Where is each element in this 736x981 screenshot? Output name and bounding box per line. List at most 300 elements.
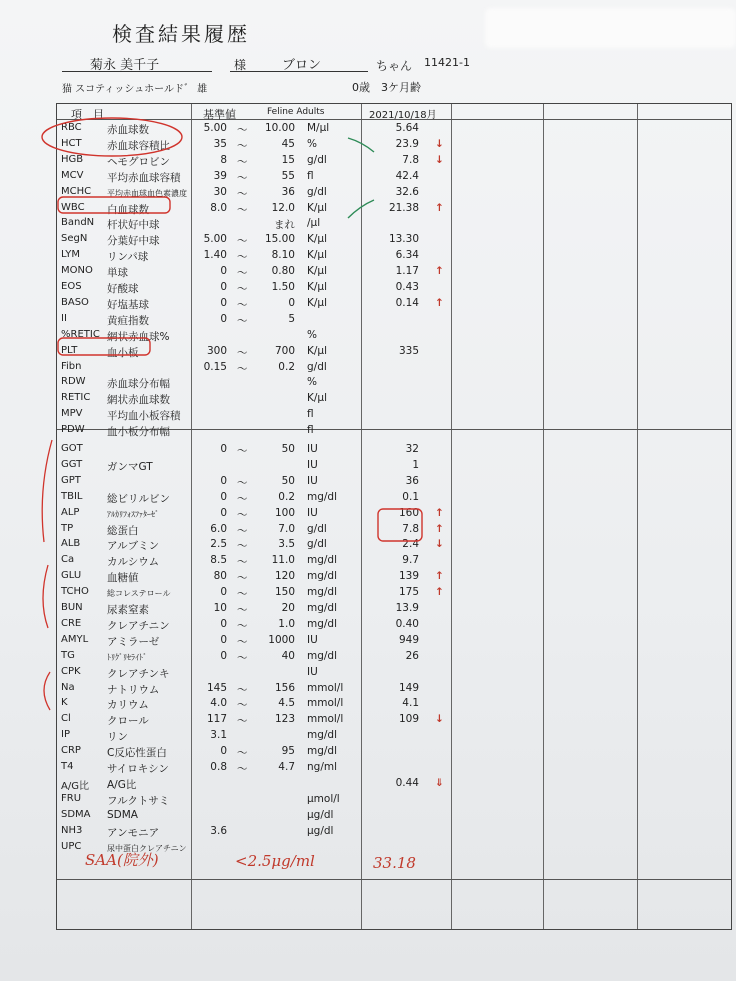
cell-tilde: 〜 xyxy=(237,187,248,200)
cell-name: 総蛋白 xyxy=(107,524,139,537)
cell-unit: IU xyxy=(307,506,318,519)
cell-name: A/G比 xyxy=(107,778,137,791)
cell-unit: M/μl xyxy=(307,122,330,134)
cell-unit: μg/dl xyxy=(307,808,334,821)
pet-name: ブロン xyxy=(282,58,322,73)
cell-unit: % xyxy=(307,328,317,341)
cell-min: 3.1 xyxy=(210,729,227,742)
cell-name: ガンマGT xyxy=(107,460,153,473)
cell-value: 9.7 xyxy=(402,554,419,567)
cell-tilde: 〜 xyxy=(237,508,248,521)
cell-name: 分葉好中球 xyxy=(107,235,160,248)
cell-max: 4.5 xyxy=(278,697,295,710)
cell-name: アルブミン xyxy=(107,540,160,553)
cell-name: ナトリウム xyxy=(107,683,160,696)
cell-max: 3.5 xyxy=(278,538,295,551)
cell-value: 0.14 xyxy=(395,296,419,309)
cell-tilde: 〜 xyxy=(237,139,248,152)
cell-min: 145 xyxy=(206,681,227,694)
table-row xyxy=(57,537,733,553)
cell-min: 0 xyxy=(220,490,227,503)
cell-code: %RETIC xyxy=(61,328,100,340)
handwritten-saa-value: 33.18 xyxy=(373,854,416,872)
cell-name: リンパ球 xyxy=(107,251,149,264)
bracket-mark-renal xyxy=(43,565,48,628)
cell-code: LYM xyxy=(61,249,80,261)
cell-tilde: 〜 xyxy=(237,251,248,264)
cell-name: C反応性蛋白 xyxy=(107,747,167,760)
cell-code: HGB xyxy=(61,153,84,165)
cell-tilde: 〜 xyxy=(237,124,248,136)
cell-code: SDMA xyxy=(61,808,91,820)
cell-name: カルシウム xyxy=(107,556,160,569)
cell-code: GGT xyxy=(61,458,83,470)
table-row xyxy=(57,824,733,840)
cell-max: 0.2 xyxy=(278,360,295,373)
cell-min: 3.6 xyxy=(210,824,227,837)
cell-name: 好塩基球 xyxy=(107,298,149,311)
cell-tilde: 〜 xyxy=(237,651,248,664)
cell-min: 8.0 xyxy=(210,201,227,214)
cell-name: 尿中蛋白クレアチニン xyxy=(107,843,187,853)
cell-name: 総コレステロール xyxy=(107,589,171,599)
cell-unit: IU xyxy=(307,458,318,471)
cell-unit: fl xyxy=(307,408,314,421)
cell-tilde: 〜 xyxy=(237,683,248,696)
cell-code: WBC xyxy=(61,201,85,213)
page-title: 検査結果履歴 xyxy=(112,22,250,46)
cell-value: 0.40 xyxy=(395,617,419,630)
cell-max: まれ xyxy=(274,219,295,232)
cell-code: UPC xyxy=(61,840,82,852)
cell-name: 白血球数 xyxy=(107,203,149,216)
cell-max: 4.7 xyxy=(278,761,295,773)
table-row xyxy=(57,344,733,360)
cell-max: 100 xyxy=(274,506,295,519)
cell-unit: g/dl xyxy=(307,522,327,535)
table-row xyxy=(57,312,733,328)
table-row xyxy=(57,216,733,232)
cell-tilde: 〜 xyxy=(237,540,248,553)
cell-min: 2.5 xyxy=(210,538,227,551)
patient-id: 11421-1 xyxy=(424,56,470,69)
cell-max: 50 xyxy=(281,443,295,455)
cell-max: 8.10 xyxy=(271,249,295,262)
cell-code: BandN xyxy=(61,217,95,229)
cell-max: 36 xyxy=(281,185,295,198)
cell-name: アンモニア xyxy=(107,826,160,839)
owner-underline xyxy=(62,71,212,72)
cell-tilde: 〜 xyxy=(237,524,248,537)
table-row xyxy=(57,553,733,569)
cell-unit: mg/dl xyxy=(307,570,338,583)
cell-value: 21.38 xyxy=(388,201,419,214)
cell-name: リン xyxy=(107,731,128,744)
cell-value: 13.9 xyxy=(395,602,419,614)
cell-unit: g/dl xyxy=(307,538,327,551)
cell-min: 30 xyxy=(213,185,227,198)
table-row xyxy=(57,792,733,808)
cell-value: 109 xyxy=(398,713,419,726)
cell-unit: mg/dl xyxy=(307,649,338,662)
cell-flag: ↑ xyxy=(435,201,444,214)
table-row xyxy=(57,776,733,792)
cell-min: 4.0 xyxy=(210,697,227,710)
table-row xyxy=(57,744,733,760)
cell-unit: K/μl xyxy=(307,249,328,262)
table-row xyxy=(57,375,733,391)
cell-value: 160 xyxy=(398,506,419,519)
cell-unit: K/μl xyxy=(307,201,328,214)
cell-code: TG xyxy=(61,649,75,661)
cell-code: CRE xyxy=(61,617,82,629)
cell-max: 700 xyxy=(274,344,295,357)
header-date: 2021/10/18月 xyxy=(369,110,437,121)
table-row xyxy=(57,248,733,264)
cell-min: 5.00 xyxy=(203,233,227,246)
cell-min: 0 xyxy=(220,506,227,519)
cell-min: 5.00 xyxy=(203,122,227,134)
table-row xyxy=(57,522,733,538)
cell-value: 6.34 xyxy=(395,249,419,262)
table-row xyxy=(57,696,733,712)
header-reference-sub: Feline Adults xyxy=(267,107,325,117)
cell-unit: K/μl xyxy=(307,233,328,246)
cell-min: 117 xyxy=(206,713,227,726)
cell-max: 0.2 xyxy=(278,490,295,503)
cell-unit: % xyxy=(307,376,317,389)
cell-max: 15.00 xyxy=(264,233,295,246)
cell-code: SegN xyxy=(61,233,88,245)
cell-code: FRU xyxy=(61,792,82,804)
cell-tilde: 〜 xyxy=(237,604,248,616)
cell-code: ALP xyxy=(61,506,80,518)
cell-flag: ↑ xyxy=(435,506,444,519)
cell-value: 36 xyxy=(405,474,419,487)
cell-name: ｱﾙｶﾘﾌｫｽﾌｧﾀｰｾﾞ xyxy=(107,509,159,519)
cell-tilde: 〜 xyxy=(237,283,248,295)
cell-code: ALB xyxy=(61,538,81,550)
cell-code: CPK xyxy=(61,665,81,677)
bracket-mark-electrolytes xyxy=(44,672,50,710)
cell-value: 23.9 xyxy=(395,137,419,150)
cell-max: 95 xyxy=(281,745,295,758)
cell-value: 1 xyxy=(412,458,419,471)
cell-name: 単球 xyxy=(107,267,128,280)
cell-max: 1.50 xyxy=(271,281,295,293)
cell-unit: g/dl xyxy=(307,360,327,373)
cell-name: 赤血球数 xyxy=(107,124,149,136)
cell-unit: mg/dl xyxy=(307,745,338,758)
cell-tilde: 〜 xyxy=(237,314,248,327)
cell-unit: mg/dl xyxy=(307,586,338,599)
cell-name: ﾄﾘｸﾞﾘｾﾗｲﾄﾞ xyxy=(107,652,147,662)
cell-code: AMYL xyxy=(61,633,89,645)
blurred-label xyxy=(485,8,736,48)
cell-flag: ⇓ xyxy=(435,776,444,789)
table-row xyxy=(57,264,733,280)
cell-name: 総ビリルビン xyxy=(107,492,170,505)
table-row xyxy=(57,585,733,601)
cell-max: 20 xyxy=(281,602,295,614)
table-row xyxy=(57,681,733,697)
cell-value: 13.30 xyxy=(388,233,419,246)
cell-max: 156 xyxy=(274,681,295,694)
cell-name: 血小板 xyxy=(107,346,139,359)
cell-unit: ng/ml xyxy=(307,761,338,773)
cell-value: 1.17 xyxy=(395,265,419,278)
cell-code: II xyxy=(61,312,67,324)
cell-code: PDW xyxy=(61,424,85,436)
cell-min: 80 xyxy=(213,570,227,583)
cell-unit: % xyxy=(307,137,317,150)
cell-code: MCV xyxy=(61,169,84,181)
cell-max: 15 xyxy=(281,153,295,166)
cell-name: 平均赤血球容積 xyxy=(107,171,181,184)
cell-name: 血小板分布幅 xyxy=(107,426,170,439)
cell-name: 好酸球 xyxy=(107,283,139,295)
cell-min: 1.40 xyxy=(203,249,227,262)
cell-max: 7.0 xyxy=(278,522,295,535)
table-row xyxy=(57,633,733,649)
cell-unit: K/μl xyxy=(307,281,328,293)
cell-tilde: 〜 xyxy=(237,476,248,489)
table-row xyxy=(57,712,733,728)
cell-max: 1000 xyxy=(268,633,295,646)
cell-flag: ↑ xyxy=(435,522,444,535)
cell-min: 6.0 xyxy=(210,522,227,535)
cell-max: 55 xyxy=(281,169,295,182)
table-row xyxy=(57,442,733,458)
table-row xyxy=(57,137,733,153)
table-row xyxy=(57,649,733,665)
cell-min: 0 xyxy=(220,745,227,758)
cell-name: 血糖値 xyxy=(107,572,139,585)
cell-max: 0 xyxy=(288,296,295,309)
cell-flag: ↑ xyxy=(435,586,444,599)
cell-tilde: 〜 xyxy=(237,235,248,248)
cell-code: NH3 xyxy=(61,824,83,836)
cell-code: IP xyxy=(61,729,70,741)
cell-unit: mg/dl xyxy=(307,617,338,630)
cell-value: 0.1 xyxy=(402,490,419,503)
cell-unit: μg/dl xyxy=(307,824,334,837)
cell-value: 139 xyxy=(398,570,419,583)
footer-divider xyxy=(57,879,731,880)
table-row xyxy=(57,121,733,137)
cell-name: クレアチンキ xyxy=(107,667,170,680)
cell-name: クレアチニン xyxy=(107,619,170,632)
cell-min: 0 xyxy=(220,586,227,599)
table-row xyxy=(57,728,733,744)
cell-code: EOS xyxy=(61,281,82,292)
cell-flag: ↓ xyxy=(435,538,444,551)
table-row xyxy=(57,280,733,296)
cell-tilde: 〜 xyxy=(237,346,248,359)
cell-tilde: 〜 xyxy=(237,203,248,216)
cell-name: 網状赤血球% xyxy=(107,330,170,343)
cell-name: ヘモグロビン xyxy=(107,155,170,168)
table-row xyxy=(57,360,733,376)
cell-code: T4 xyxy=(61,761,74,772)
cell-unit: g/dl xyxy=(307,153,327,166)
cell-max: 40 xyxy=(281,649,295,662)
cell-value: 26 xyxy=(405,649,419,662)
cell-min: 0 xyxy=(220,633,227,646)
cell-code: TP xyxy=(61,522,74,534)
cell-tilde: 〜 xyxy=(237,155,248,168)
cell-unit: K/μl xyxy=(307,296,328,309)
cell-flag: ↑ xyxy=(435,265,444,278)
cell-code: TBIL xyxy=(61,490,83,502)
cell-max: 10.00 xyxy=(264,122,295,134)
cell-unit: mmol/l xyxy=(307,681,344,694)
cell-unit: IU xyxy=(307,665,318,678)
cell-unit: /μl xyxy=(307,217,321,230)
table-row xyxy=(57,391,733,407)
cell-flag: ↓ xyxy=(435,137,444,150)
cell-min: 0 xyxy=(220,296,227,309)
handwritten-saa-label: SAA(院外) xyxy=(85,851,159,869)
cell-min: 0 xyxy=(220,474,227,487)
table-row xyxy=(57,169,733,185)
cell-name: 平均赤血球血色素濃度 xyxy=(107,188,187,198)
cell-tilde: 〜 xyxy=(237,556,248,569)
cell-min: 0.15 xyxy=(203,360,227,373)
cell-unit: mg/dl xyxy=(307,729,338,742)
cell-tilde: 〜 xyxy=(237,572,248,585)
table-row xyxy=(57,407,733,423)
cell-min: 300 xyxy=(206,344,227,357)
cell-unit: mmol/l xyxy=(307,697,344,710)
cell-code: GLU xyxy=(61,570,82,582)
cell-max: 11.0 xyxy=(271,554,295,567)
cell-min: 0 xyxy=(220,265,227,278)
cell-code: MPV xyxy=(61,408,83,420)
cell-unit: IU xyxy=(307,633,318,646)
cell-code: K xyxy=(61,697,68,709)
cell-value: 0.44 xyxy=(395,776,419,789)
cell-name: 尿素窒素 xyxy=(107,604,149,616)
cell-tilde: 〜 xyxy=(237,715,248,728)
table-row xyxy=(57,808,733,824)
cell-unit: mg/dl xyxy=(307,490,338,503)
cell-unit: fl xyxy=(307,424,314,437)
cell-name: SDMA xyxy=(107,808,138,821)
cell-tilde: 〜 xyxy=(237,588,248,601)
cell-tilde: 〜 xyxy=(237,445,248,457)
cell-code: A/G比 xyxy=(61,780,89,792)
cell-value: 7.8 xyxy=(402,153,419,166)
cell-code: TCHO xyxy=(61,586,89,598)
cell-tilde: 〜 xyxy=(237,298,248,311)
cell-value: 149 xyxy=(398,681,419,694)
cell-code: CRP xyxy=(61,745,81,757)
cell-flag: ↓ xyxy=(435,153,444,166)
cell-max: 12.0 xyxy=(271,201,295,214)
cell-flag: ↓ xyxy=(435,713,444,726)
cell-name: カリウム xyxy=(107,699,149,712)
cell-value: 175 xyxy=(398,586,419,599)
cell-tilde: 〜 xyxy=(237,635,248,648)
cell-name: 赤血球分布幅 xyxy=(107,378,170,391)
cell-max: 120 xyxy=(274,570,295,583)
results-table xyxy=(56,103,732,930)
table-row xyxy=(57,760,733,776)
cell-value: 2.4 xyxy=(402,538,419,551)
cell-tilde: 〜 xyxy=(237,619,248,632)
cell-max: 50 xyxy=(281,474,295,487)
cell-unit: K/μl xyxy=(307,344,328,357)
cell-code: GOT xyxy=(61,443,83,454)
cell-min: 0.8 xyxy=(210,761,227,773)
cell-value: 4.1 xyxy=(402,697,419,710)
header-reference: 基準値 xyxy=(203,108,236,121)
table-row xyxy=(57,201,733,217)
cell-max: 45 xyxy=(281,137,295,150)
cell-name: アミラーゼ xyxy=(107,635,160,648)
cell-code: PLT xyxy=(61,344,78,356)
cell-code: HCT xyxy=(61,137,82,149)
cell-tilde: 〜 xyxy=(237,492,248,505)
cell-name: 平均血小板容積 xyxy=(107,410,181,423)
cell-value: 0.43 xyxy=(395,281,419,293)
owner-honorific: 様 xyxy=(234,58,247,72)
cell-value: 32 xyxy=(405,443,419,455)
cell-code: BUN xyxy=(61,602,83,613)
cell-value: 949 xyxy=(398,633,419,646)
cell-code: GPT xyxy=(61,474,81,486)
cell-unit: mg/dl xyxy=(307,554,338,567)
cell-unit: fl xyxy=(307,169,314,182)
table-row xyxy=(57,601,733,617)
cell-unit: mmol/l xyxy=(307,713,344,726)
handwritten-saa-reference: <2.5μg/ml xyxy=(235,852,315,870)
cell-min: 8.5 xyxy=(210,554,227,567)
pet-underline xyxy=(230,71,368,72)
cell-name: 網状赤血球数 xyxy=(107,394,170,407)
table-row xyxy=(57,569,733,585)
cell-min: 35 xyxy=(213,137,227,150)
pet-suffix: ちゃん xyxy=(376,59,413,73)
cell-flag: ↑ xyxy=(435,296,444,309)
cell-max: 123 xyxy=(274,713,295,726)
cell-min: 0 xyxy=(220,281,227,293)
cell-tilde: 〜 xyxy=(237,747,248,760)
cell-name: 赤血球容積比 xyxy=(107,139,170,152)
owner-name: 菊永 美千子 xyxy=(90,58,160,73)
cell-tilde: 〜 xyxy=(237,763,248,775)
cell-unit: μmol/l xyxy=(307,792,340,805)
cell-name: 黄疸指数 xyxy=(107,314,149,327)
cell-unit: mg/dl xyxy=(307,602,338,614)
cell-tilde: 〜 xyxy=(237,171,248,184)
cell-code: Fibn xyxy=(61,360,82,372)
cell-code: Na xyxy=(61,681,75,693)
cell-value: 335 xyxy=(398,344,419,357)
cell-value: 5.64 xyxy=(395,122,419,134)
cell-min: 0 xyxy=(220,617,227,630)
cell-unit: IU xyxy=(307,443,318,455)
cell-value: 42.4 xyxy=(395,169,419,182)
pet-age: 0歳 3ケ月齢 xyxy=(352,81,421,94)
table-row xyxy=(57,185,733,201)
cell-name: サイロキシン xyxy=(107,763,169,775)
cell-name: クロール xyxy=(107,715,149,728)
cell-code: Cl xyxy=(61,713,71,725)
table-row xyxy=(57,474,733,490)
table-row xyxy=(57,232,733,248)
